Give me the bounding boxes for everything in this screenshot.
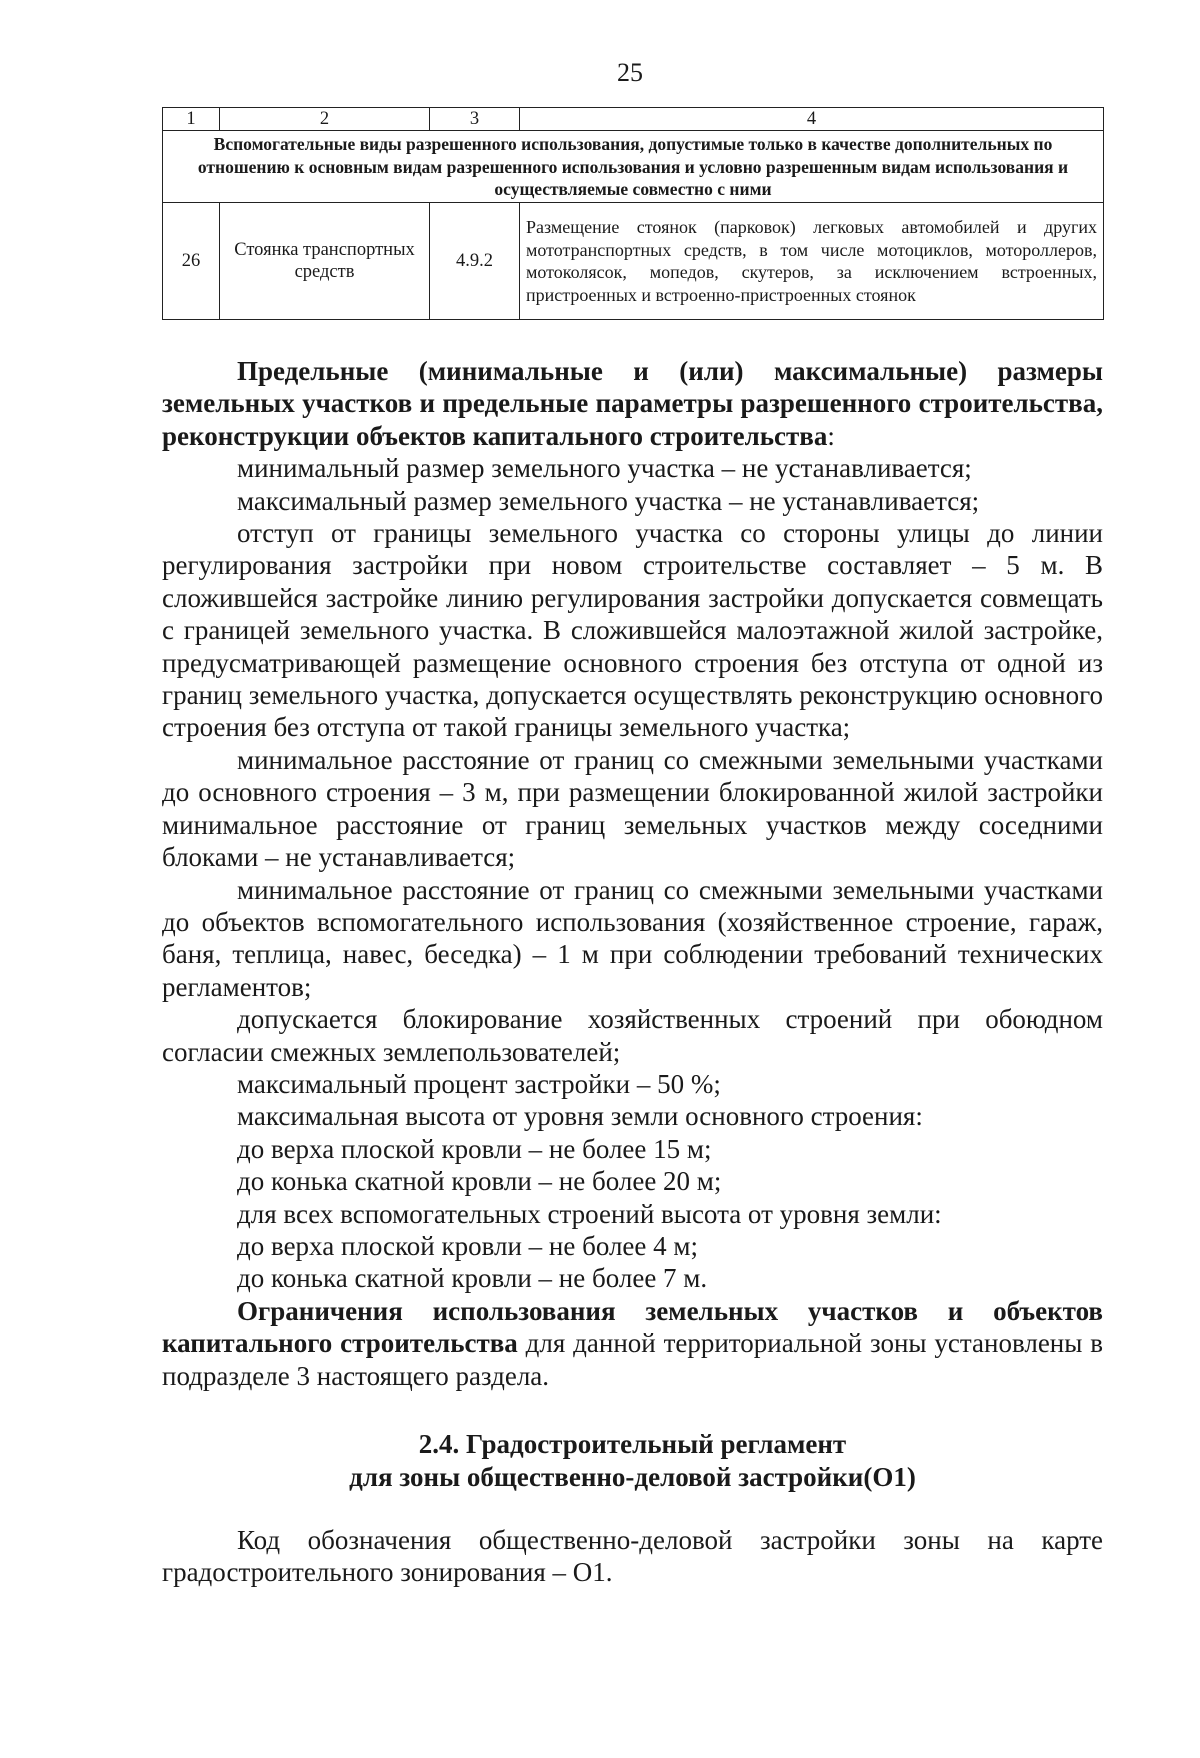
list-item: минимальное расстояние от границ со смежными земельными участками до объектов вспомогательного использования (хозяйственное строение, гараж, баня, теплица, навес, беседка) – 1 м при соблюдении требований технических регламентов; bbox=[162, 874, 1103, 1002]
list-item: минимальный размер земельного участка – не устанавливается; bbox=[237, 453, 972, 484]
list-item: допускается блокирование хозяйственных строений при обоюдном согласии смежных землепользователей; bbox=[162, 1004, 1103, 1067]
table-header-cell: 1 bbox=[163, 108, 220, 131]
row-number-cell: 26 bbox=[163, 203, 220, 320]
table-header-cell: 3 bbox=[430, 108, 520, 131]
list-item: для всех вспомогательных строений высота от уровня земли: bbox=[237, 1198, 942, 1229]
list-item: до конька скатной кровли – не более 20 м; bbox=[237, 1166, 722, 1197]
list-item: до верха плоской кровли – не более 4 м; bbox=[237, 1230, 698, 1261]
section-heading: Предельные (минимальные и (или) максимальные) размеры земельных участков и предельные параметры разрешенного строительства, реконструкции объектов капитального строительства bbox=[162, 356, 1103, 451]
table-category-cell: Вспомогательные виды разрешенного использования, допустимые только в качестве дополнительных по отношению к основным видам разрешенного использования и условно разрешенным видам использования и осуществляемые совместно с ними bbox=[163, 131, 1104, 203]
list-item: максимальный размер земельного участка – не устанавливается; bbox=[237, 485, 980, 516]
section-title-line: для зоны общественно-деловой застройки(О1) bbox=[349, 1462, 916, 1492]
table-category-row bbox=[163, 131, 1104, 203]
document-body bbox=[162, 355, 1103, 1589]
list-item: отступ от границы земельного участка со стороны улицы до линии регулирования застройки при новом строительстве составляет – 5 м. В сложившейся застройке линию регулирования застройки допускается совмещать с границей земельного участка. В сложившейся малоэтажной жилой застройке, предусматривающей размещение основного строения без отступа от одной из границ земельного участка, допускается осуществлять реконструкцию основного строения без отступа от такой границы земельного участка; bbox=[162, 518, 1103, 743]
zone-code-paragraph: Код обозначения общественно-деловой застройки зоны на карте градостроительного зонирования – О1. bbox=[162, 1525, 1103, 1588]
list-item: до конька скатной кровли – не более 7 м. bbox=[237, 1263, 708, 1294]
list-item: максимальная высота от уровня земли основного строения: bbox=[237, 1101, 923, 1132]
list-item: до верха плоской кровли – не более 15 м; bbox=[237, 1133, 712, 1164]
table-row bbox=[163, 203, 1104, 320]
permitted-use-table bbox=[162, 107, 1104, 320]
spacer bbox=[162, 1494, 1103, 1524]
table-header-cell: 4 bbox=[520, 108, 1104, 131]
table-header-cell: 2 bbox=[220, 108, 430, 131]
row-code-cell: 4.9.2 bbox=[430, 203, 520, 320]
list-item: максимальный процент застройки – 50 %; bbox=[237, 1068, 721, 1099]
table-header-row bbox=[163, 108, 1104, 131]
restrictions-paragraph bbox=[162, 1295, 1103, 1392]
list-item: минимальное расстояние от границ со смежными земельными участками до основного строения – 3 м, при размещении блокированной жилой застройки минимальное расстояние от границ земельных участков между соседними блоками – не устанавливается; bbox=[162, 744, 1103, 873]
section-title-line: 2.4. Градостроительный регламент bbox=[418, 1429, 847, 1459]
row-description-cell: Размещение стоянок (парковок) легковых автомобилей и других мототранспортных средств, в том числе мотоциклов, мотороллеров, мотоколясок, мопедов, скутеров, за исключением встроенных, пристроенных и встроенно-пристроенных стоянок bbox=[520, 203, 1104, 320]
section-heading-colon: : bbox=[827, 420, 835, 451]
section-heading-paragraph bbox=[162, 355, 1103, 452]
row-name-cell: Стоянка транспортных средств bbox=[220, 203, 430, 320]
section-title bbox=[162, 1428, 1103, 1494]
restrictions-bold: Ограничения использования земельных участков и объектов капитального строительства bbox=[162, 1295, 1103, 1359]
restrictions-text: для данной территориальной зоны установлены в подразделе 3 настоящего раздела. bbox=[162, 1328, 1103, 1391]
page-number: 25 bbox=[617, 58, 643, 87]
